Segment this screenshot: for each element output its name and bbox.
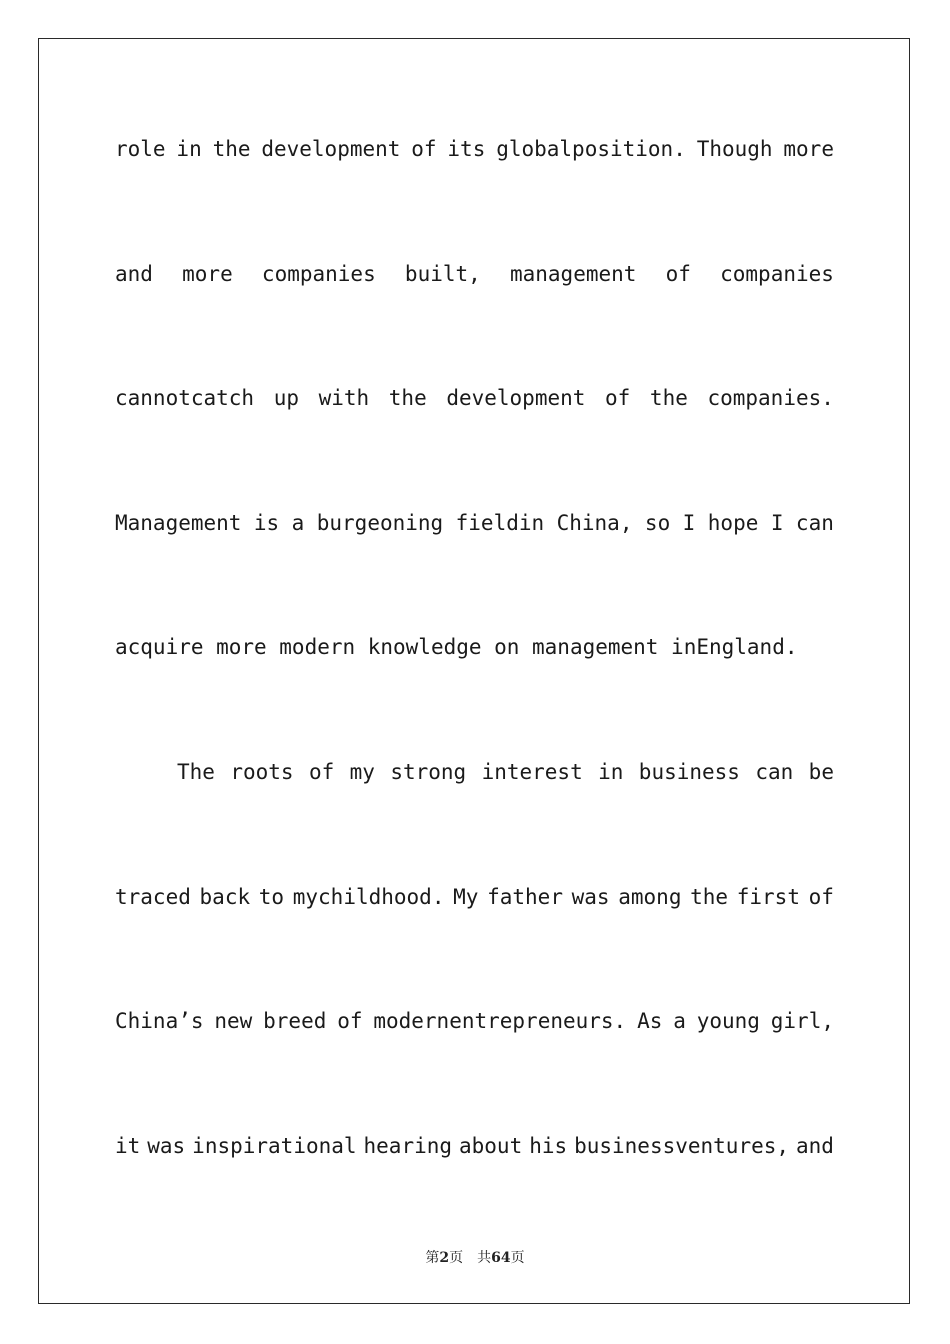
word: more bbox=[216, 635, 267, 660]
word: so bbox=[644, 510, 671, 535]
word: the bbox=[212, 137, 251, 161]
word: management bbox=[509, 261, 637, 286]
word: companies bbox=[261, 261, 376, 286]
word: in bbox=[598, 759, 624, 784]
text-line bbox=[115, 997, 834, 1122]
word: As bbox=[637, 1009, 663, 1034]
word: of bbox=[605, 386, 631, 411]
word: of bbox=[411, 137, 437, 161]
word: father bbox=[487, 884, 563, 909]
word: the bbox=[690, 884, 729, 909]
word: business bbox=[638, 759, 740, 784]
word: was bbox=[147, 1133, 186, 1158]
word: hearing bbox=[363, 1133, 453, 1158]
text-line bbox=[115, 125, 834, 250]
text-line bbox=[115, 374, 834, 499]
page-footer bbox=[0, 1247, 950, 1267]
word: modernentrepreneurs. bbox=[373, 1009, 627, 1034]
word: about bbox=[459, 1133, 523, 1158]
word: knowledge bbox=[367, 635, 482, 660]
word: and bbox=[115, 261, 153, 286]
word: new bbox=[214, 1009, 253, 1034]
word: can bbox=[755, 759, 794, 784]
word: it bbox=[115, 1133, 141, 1158]
word: hope bbox=[707, 510, 759, 535]
word: be bbox=[808, 759, 834, 784]
word: and bbox=[796, 1133, 834, 1158]
word: more bbox=[783, 137, 834, 161]
word: his bbox=[529, 1133, 568, 1158]
word: traced bbox=[115, 884, 191, 909]
word: burgeoning bbox=[316, 510, 444, 535]
word: fieldin bbox=[455, 510, 545, 535]
word: development bbox=[446, 386, 586, 411]
word: a bbox=[673, 1009, 686, 1034]
word: management bbox=[532, 635, 659, 660]
word: globalposition. bbox=[496, 137, 686, 161]
word: up bbox=[273, 386, 299, 411]
word: of bbox=[337, 1009, 363, 1034]
word: on bbox=[494, 635, 520, 660]
word: in bbox=[176, 137, 202, 161]
word: the bbox=[649, 386, 688, 411]
word: of bbox=[808, 884, 834, 909]
word: of bbox=[665, 261, 691, 286]
word: strong bbox=[390, 759, 467, 784]
current-page-number: 2 bbox=[439, 1250, 450, 1266]
total-pages-suffix: 页 bbox=[510, 1250, 525, 1266]
total-page-number: 64 bbox=[491, 1250, 511, 1266]
word: girl, bbox=[770, 1009, 834, 1034]
word: Management bbox=[115, 510, 242, 535]
word: among bbox=[618, 884, 682, 909]
word: China’s bbox=[115, 1009, 204, 1034]
word: the bbox=[388, 386, 427, 411]
word: more bbox=[182, 261, 233, 286]
text-line bbox=[115, 1122, 834, 1247]
word: cannotcatch bbox=[115, 386, 255, 411]
page-number-suffix: 页 bbox=[449, 1250, 464, 1266]
word: businessventures, bbox=[574, 1133, 790, 1158]
word: my bbox=[349, 759, 375, 784]
word: was bbox=[571, 884, 610, 909]
word: companies. bbox=[707, 386, 834, 411]
word: young bbox=[696, 1009, 760, 1034]
text-line bbox=[115, 250, 834, 375]
word: Though bbox=[696, 137, 773, 161]
word: roots bbox=[230, 759, 294, 784]
word: can bbox=[795, 510, 834, 535]
word: with bbox=[318, 386, 370, 411]
body-text bbox=[115, 125, 834, 1246]
word: back bbox=[199, 884, 251, 909]
word: of bbox=[308, 759, 335, 784]
text-line bbox=[115, 748, 834, 873]
word: role bbox=[115, 137, 166, 161]
word: inEngland. bbox=[671, 635, 798, 660]
word: I bbox=[770, 510, 784, 535]
word: modern bbox=[279, 635, 356, 660]
word: development bbox=[261, 137, 401, 161]
word: companies bbox=[720, 261, 834, 286]
word: inspirational bbox=[192, 1133, 357, 1158]
word: is bbox=[253, 510, 280, 535]
total-pages-prefix: 共 bbox=[477, 1250, 492, 1266]
word: The bbox=[177, 759, 215, 784]
text-line bbox=[115, 499, 834, 624]
word: acquire bbox=[115, 635, 204, 660]
word: interest bbox=[481, 759, 583, 784]
page-number-prefix: 第 bbox=[425, 1250, 440, 1266]
word: mychildhood. bbox=[292, 884, 445, 909]
word: built, bbox=[404, 261, 481, 286]
text-line bbox=[115, 873, 834, 998]
word: a bbox=[291, 510, 305, 535]
word: to bbox=[258, 884, 285, 909]
word: its bbox=[447, 137, 486, 161]
word: China, bbox=[556, 510, 633, 535]
word: My bbox=[453, 884, 479, 909]
text-line bbox=[115, 623, 834, 748]
word: breed bbox=[263, 1009, 327, 1034]
word: I bbox=[682, 510, 696, 535]
word: first bbox=[736, 884, 800, 909]
